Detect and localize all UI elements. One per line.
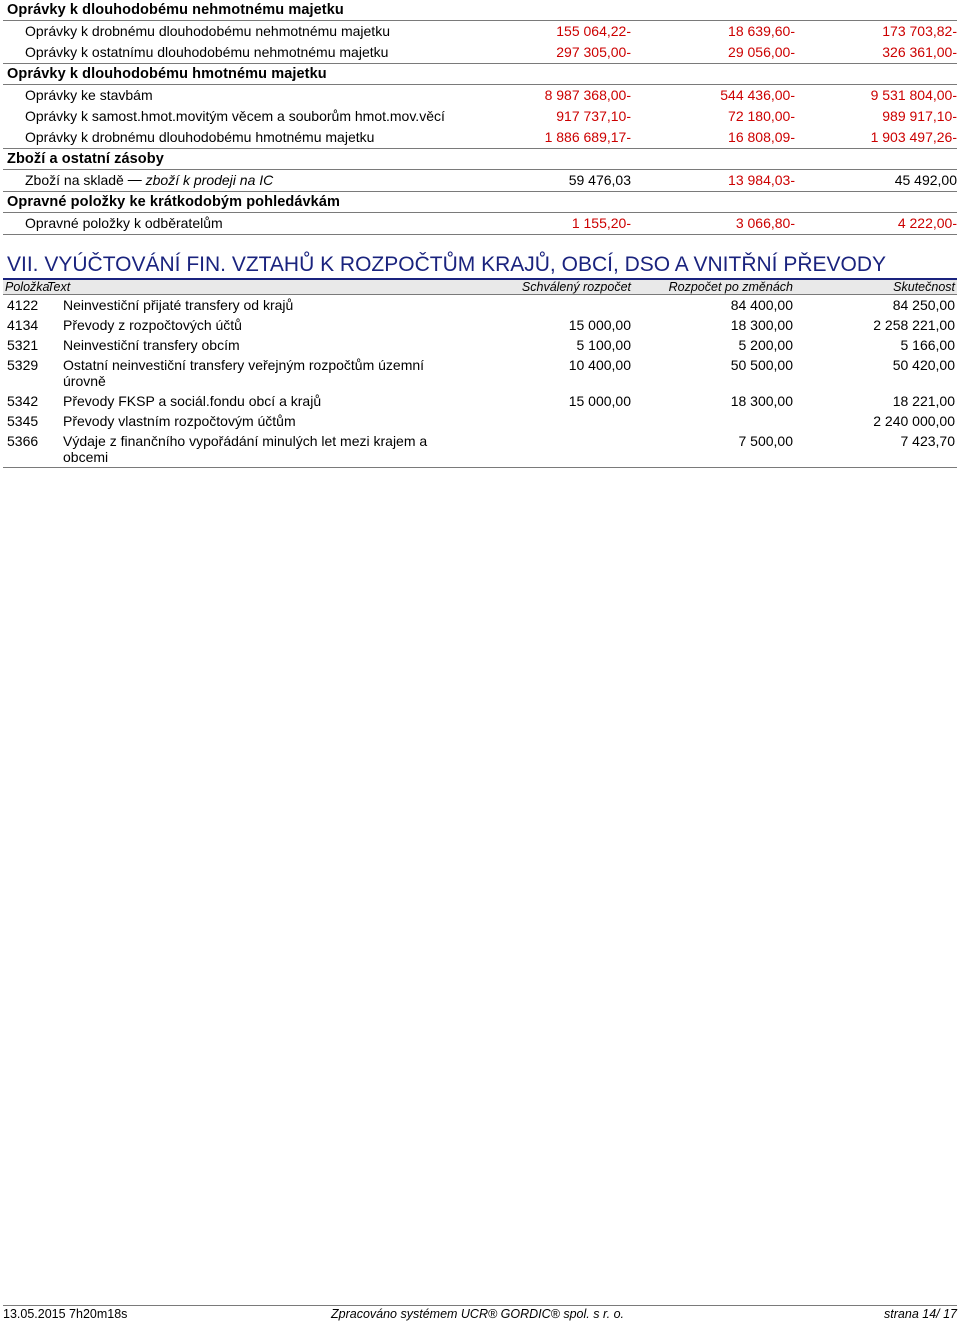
table-row <box>3 431 957 468</box>
row-actual: 2 258 221,00 <box>873 317 955 333</box>
row-label-extra: zboží k prodeji na IC <box>145 172 274 188</box>
row-text: Neinvestiční transfery obcím <box>63 337 240 353</box>
row-code: 5366 <box>7 433 39 449</box>
value-col2: 3 066,80- <box>735 215 795 231</box>
value-col1: 155 064,22- <box>556 23 631 39</box>
row-text: Ostatní neinvestiční transfery veřejným rozpočtům územní úrovně <box>63 357 425 389</box>
value-col1: 917 737,10- <box>556 108 631 124</box>
table-header <box>3 280 957 295</box>
table-row <box>3 335 957 355</box>
row-actual: 5 166,00 <box>900 337 955 353</box>
table-row <box>3 411 957 431</box>
header-adjusted: Rozpočet po změnách <box>668 280 793 294</box>
value-col1: 1 155,20- <box>571 215 631 231</box>
value-col2: 13 984,03- <box>728 172 795 188</box>
row-actual: 2 240 000,00 <box>873 413 955 429</box>
row-approved: 10 400,00 <box>568 357 631 373</box>
row-approved: 15 000,00 <box>568 393 631 409</box>
row-text: Neinvestiční přijaté transfery od krajů <box>63 297 294 313</box>
row-label: Opravné položky k odběratelům <box>25 215 223 231</box>
value-col1: 1 886 689,17- <box>544 129 631 145</box>
row-adjusted: 84 400,00 <box>730 297 793 313</box>
value-col3: 1 903 497,26- <box>870 129 957 145</box>
value-col3: 326 361,00- <box>882 44 957 60</box>
table-row <box>3 391 957 411</box>
group-title: Opravné položky ke krátkodobým pohledávkám <box>3 192 957 213</box>
table-row <box>3 355 957 391</box>
row-adjusted: 18 300,00 <box>730 317 793 333</box>
value-col3: 4 222,00- <box>897 215 957 231</box>
value-col3: 989 917,10- <box>882 108 957 124</box>
value-col1: 8 987 368,00- <box>544 87 631 103</box>
list-item <box>3 213 957 235</box>
row-actual: 84 250,00 <box>892 297 955 313</box>
value-col2: 72 180,00- <box>728 108 795 124</box>
row-label: Oprávky k drobnému dlouhodobému hmotnému majetku <box>25 129 375 145</box>
list-item <box>3 21 957 42</box>
header-text: Text <box>47 280 71 294</box>
group-title: Oprávky k dlouhodobému nehmotnému majetku <box>3 0 957 21</box>
footer-timestamp: 13.05.2015 7h20m18s <box>3 1307 128 1321</box>
value-col2: 18 639,60- <box>728 23 795 39</box>
row-text: Převody z rozpočtových účtů <box>63 317 242 333</box>
value-col1: 297 305,00- <box>556 44 631 60</box>
list-item <box>3 42 957 64</box>
row-text: Převody vlastním rozpočtovým účtům <box>63 413 296 429</box>
list-item <box>3 170 957 192</box>
page-footer <box>3 1305 957 1324</box>
row-adjusted: 18 300,00 <box>730 393 793 409</box>
value-col3: 173 703,82- <box>882 23 957 39</box>
row-code: 5321 <box>7 337 39 353</box>
balance-groups <box>3 0 957 235</box>
row-actual: 18 221,00 <box>892 393 955 409</box>
header-actual: Skutečnost <box>893 280 955 294</box>
list-item <box>3 127 957 149</box>
footer-page-number: strana 14/ 17 <box>884 1307 957 1321</box>
row-text: Převody FKSP a sociál.fondu obcí a krajů <box>63 393 322 409</box>
row-code: 4122 <box>7 297 39 313</box>
row-actual: 50 420,00 <box>892 357 955 373</box>
row-text: Výdaje z finančního vypořádání minulých let mezi krajem a obcemi <box>63 433 428 465</box>
group-title: Oprávky k dlouhodobému hmotnému majetku <box>3 64 957 85</box>
value-col1: 59 476,03 <box>568 172 631 188</box>
section-title: VII. VYÚČTOVÁNÍ FIN. VZTAHŮ K ROZPOČTŮM KRAJŮ, OBCÍ, DSO A VNITŘNÍ PŘEVODY <box>3 250 957 280</box>
group-title: Zboží a ostatní zásoby <box>3 149 957 170</box>
value-col2: 29 056,00- <box>728 44 795 60</box>
table-row <box>3 295 957 315</box>
row-label: Oprávky k drobnému dlouhodobému nehmotnému majetku <box>25 23 390 39</box>
row-label: Oprávky k samost.hmot.movitým věcem a souborům hmot.mov.věcí <box>25 108 445 124</box>
row-code: 5345 <box>7 413 39 429</box>
row-code: 4134 <box>7 317 39 333</box>
row-approved: 5 100,00 <box>576 337 631 353</box>
row-label: Oprávky ke stavbám <box>25 87 153 103</box>
transfers-table <box>3 280 957 468</box>
row-adjusted: 50 500,00 <box>730 357 793 373</box>
header-code: Položka <box>5 280 50 294</box>
value-col3: 9 531 804,00- <box>870 87 957 103</box>
row-adjusted: 5 200,00 <box>738 337 793 353</box>
row-label <box>25 170 273 191</box>
list-item <box>3 85 957 106</box>
list-item <box>3 106 957 127</box>
value-col2: 544 436,00- <box>720 87 795 103</box>
value-col3: 45 492,00 <box>894 172 957 188</box>
row-approved: 15 000,00 <box>568 317 631 333</box>
row-adjusted: 7 500,00 <box>738 433 793 449</box>
row-label-main: Zboží na skladě <box>25 172 124 188</box>
value-col2: 16 808,09- <box>728 129 795 145</box>
row-actual: 7 423,70 <box>900 433 955 449</box>
header-approved: Schválený rozpočet <box>521 280 631 294</box>
row-code: 5342 <box>7 393 39 409</box>
row-code: 5329 <box>7 357 39 373</box>
footer-processed: Zpracováno systémem UCR® GORDIC® spol. s r. o. <box>331 1307 625 1321</box>
row-label: Oprávky k ostatnímu dlouhodobému nehmotnému majetku <box>25 44 389 60</box>
table-row <box>3 315 957 335</box>
